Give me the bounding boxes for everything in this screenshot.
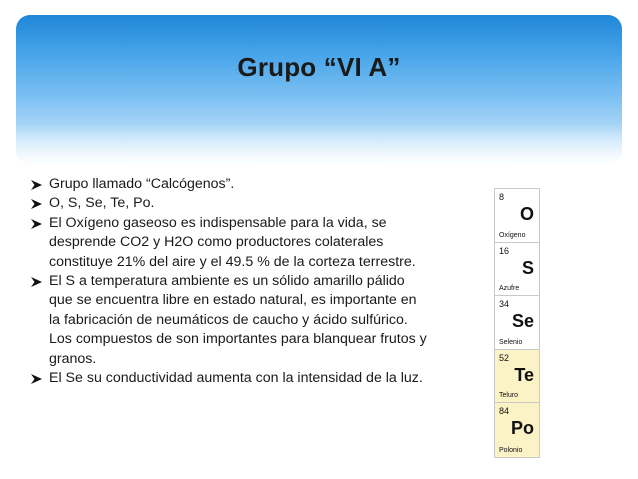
element-name: Oxígeno (499, 231, 526, 239)
arrowhead-bullet-icon (31, 219, 42, 229)
atomic-number: 8 (499, 192, 505, 202)
atomic-number: 16 (499, 245, 510, 256)
element-name: Polonio (499, 446, 523, 454)
bullet-list (30, 175, 430, 388)
bullet-item (30, 175, 430, 194)
element-name: Azufre (499, 285, 520, 293)
element-symbol: S (521, 257, 534, 278)
bullet-text: El Oxígeno gaseoso es indispensable para la vida, se desprende CO2 y H2O como productores colaterales constituye 21% del aire y el 49.5 % de la corteza terrestre. (49, 214, 416, 270)
bullet-item (30, 272, 430, 369)
bullet-text: El S a temperatura ambiente es un sólido amarillo pálido que se encuentra libre en estado natural, es importante en la fabricación de neumáticos de caucho y ácido sulfúrico. Los compuestos de son importantes para blanquear frutos y granos. (49, 273, 427, 367)
element-column (494, 188, 540, 458)
element-cell-tellurium (495, 350, 539, 404)
arrowhead-bullet-icon (31, 199, 42, 209)
element-symbol: Po (510, 418, 534, 439)
arrowhead-bullet-icon (31, 180, 42, 190)
element-cell-oxygen (495, 189, 539, 243)
element-symbol: Te (514, 364, 534, 385)
bullet-item (30, 214, 430, 272)
element-name: Selenio (499, 338, 523, 346)
atomic-number: 84 (499, 406, 510, 417)
element-symbol: O (519, 204, 534, 224)
arrowhead-bullet-icon (31, 374, 42, 384)
bullet-text: Grupo llamado “Calcógenos”. (49, 176, 235, 192)
bullet-text: El Se su conductividad aumenta con la intensidad de la luz. (49, 370, 423, 387)
bullet-item (30, 369, 430, 388)
bullet-text: O, S, Se, Te, Po. (49, 195, 155, 212)
element-cell-sulfur (495, 243, 539, 297)
element-cell-polonium (495, 403, 539, 457)
atomic-number: 34 (499, 299, 510, 310)
header-band (16, 15, 622, 164)
slide-title: Grupo “VI A” (237, 52, 401, 82)
atomic-number: 52 (499, 352, 510, 363)
arrowhead-bullet-icon (31, 277, 42, 287)
element-cell-selenium (495, 296, 539, 350)
bullet-item (30, 194, 430, 213)
element-symbol: Se (511, 311, 534, 332)
element-name: Teluro (499, 392, 519, 400)
